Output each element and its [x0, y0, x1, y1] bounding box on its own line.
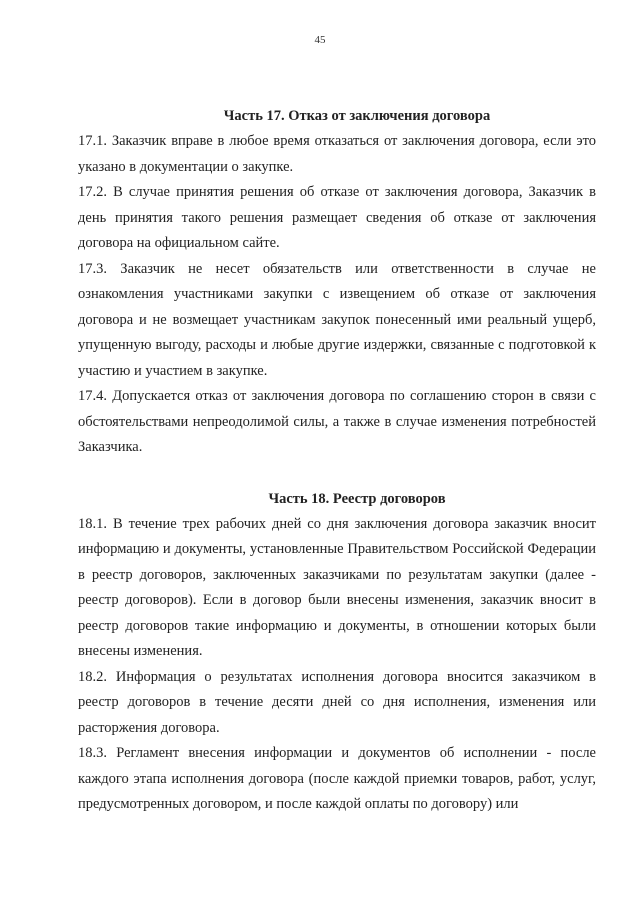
section-title: Часть 17. Отказ от заключения договора	[223, 108, 491, 124]
page-number: 45	[314, 34, 326, 46]
document-body	[78, 108, 596, 818]
paragraph-17-1: 17.1. Заказчик вправе в любое время отказаться от заключения договора, если это указано в документации о закупке.	[78, 133, 596, 175]
paragraph-18-1: 18.1. В течение трех рабочих дней со дня заключения договора заказчик вносит информацию и документы, установленные Правительством Российской Федерации в реестр договоров, заключенных заказчиками по результатам закупки (далее - реестр договоров). Если в договор были внесены изменения, заказчик вносит в реестр договоров такие информацию и документы, в отношении которых были внесены изменения.	[78, 515, 596, 659]
paragraph-17-2: 17.2. В случае принятия решения об отказе от заключения договора, Заказчик в день принятия такого решения размещает сведения об отказе от заключения договора на официальном сайте.	[78, 184, 596, 251]
paragraph-18-2: 18.2. Информация о результатах исполнения договора вносится заказчиком в реестр договоров в течение десяти дней со дня исполнения, изменения или расторжения договора.	[78, 668, 596, 736]
paragraph-18-3: 18.3. Регламент внесения информации и документов об исполнении - после каждого этапа исполнения договора (после каждой приемки товаров, работ, услуг, предусмотренных договором, и после каждой оплаты по договору) или	[78, 745, 596, 812]
section-title: Часть 18. Реестр договоров	[268, 490, 446, 507]
paragraph-17-3: 17.3. Заказчик не несет обязательств или ответственности в случае не ознакомления участниками закупки с извещением об отказе от заключения договора и не возмещает участникам закупок понесенный ими реальный ущерб, упущенную выгоду, расходы и любые другие издержки, связанные с подготовкой к участию и участием в закупке.	[78, 260, 596, 379]
paragraph-17-4: 17.4. Допускается отказ от заключения договора по соглашению сторон в связи с обстоятельствами непреодолимой силы, а также в случае изменения потребностей Заказчика.	[78, 388, 596, 455]
section-17	[78, 108, 596, 461]
section-18	[78, 491, 596, 818]
